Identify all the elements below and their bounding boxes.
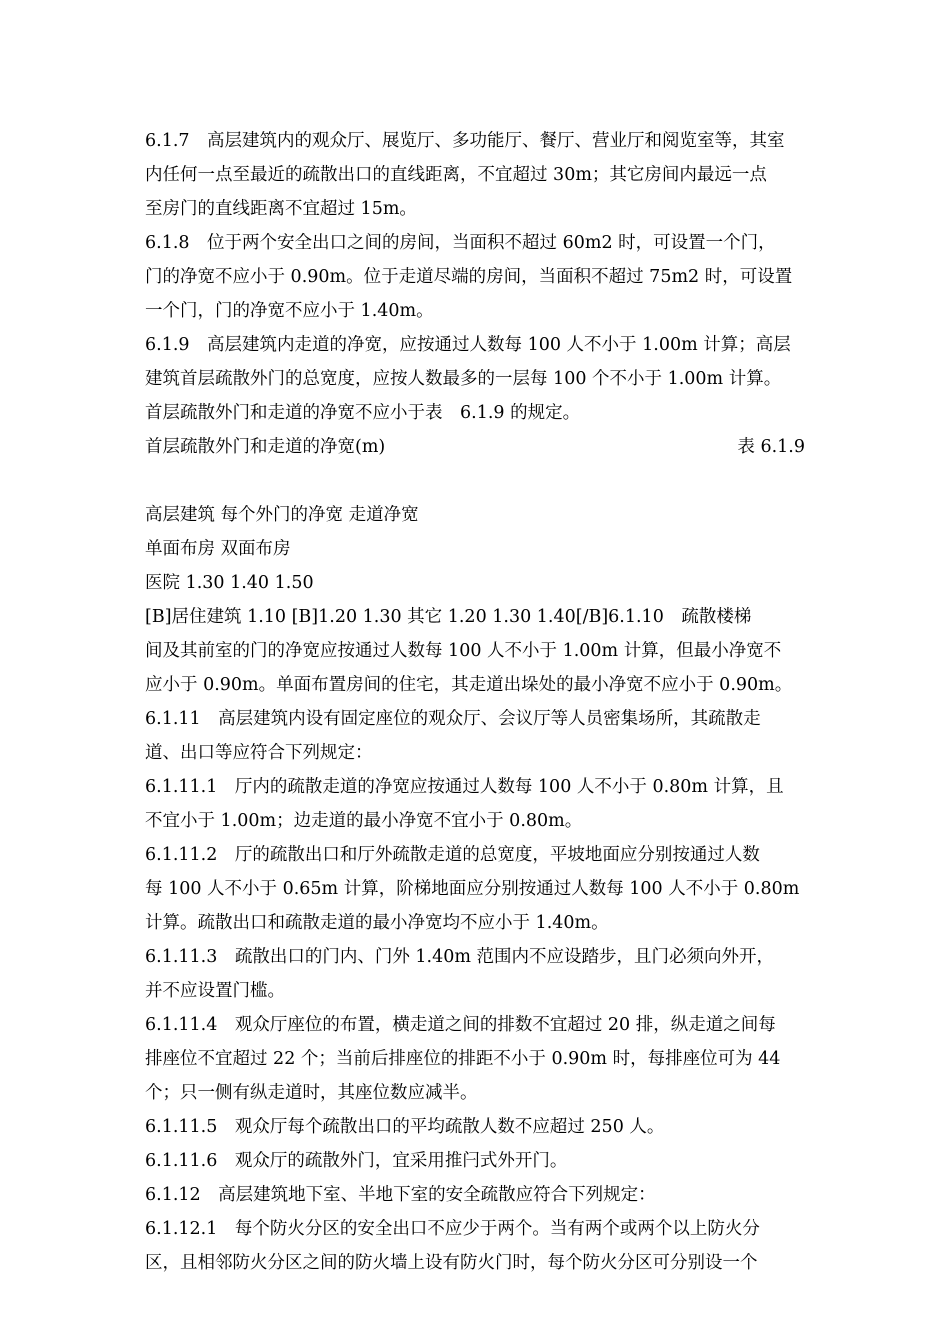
text-line: 高层建筑 每个外门的净宽 走道净宽: [145, 505, 419, 525]
text-block-bottom: [145, 498, 813, 1280]
text-line: 6.1.8 位于两个安全出口之间的房间，当面积不超过 60m2 时，可设置一个门，: [145, 233, 776, 253]
text-line: 排座位不宜超过 22 个；当前后排座位的排距不小于 0.90m 时，每排座位可为 44: [145, 1049, 781, 1069]
text-line: 至房门的直线距离不宜超过 15m。: [145, 199, 417, 219]
text-line: 道、出口等应符合下列规定：: [145, 743, 373, 763]
text-line: 内任何一点至最近的疏散出口的直线距离，不宜超过 30m；其它房间内最远一点: [145, 165, 767, 185]
text-line: 6.1.12.1 每个防火分区的安全出口不应少于两个。当有两个或两个以上防火分: [145, 1219, 760, 1239]
text-line: 区，且相邻防火分区之间的防火墙上设有防火门时，每个防火分区可分别设一个: [145, 1253, 758, 1273]
text-line: 6.1.11.5 观众厅每个疏散出口的平均疏散人数不应超过 250 人。: [145, 1117, 665, 1137]
text-line: 不宜小于 1.00m；边走道的最小净宽不宜小于 0.80m。: [145, 811, 583, 831]
table-caption-title: 首层疏散外门和走道的净宽(m): [145, 437, 386, 457]
text-line: 单面布房 双面布房: [145, 539, 291, 559]
spacer: [145, 464, 813, 498]
text-line: 医院 1.30 1.40 1.50: [145, 573, 314, 593]
text-line: 间及其前室的门的净宽应按通过人数每 100 人不小于 1.00m 计算，但最小净宽不: [145, 641, 782, 661]
text-line: 6.1.11.1 厅内的疏散走道的净宽应按通过人数每 100 人不小于 0.80m 计算，且: [145, 777, 784, 797]
document-page: [145, 124, 813, 1280]
text-line: 应小于 0.90m。单面布置房间的住宅，其走道出垛处的最小净宽不应小于 0.90m。: [145, 675, 793, 695]
text-line: 6.1.11 高层建筑内设有固定座位的观众厅、会议厅等人员密集场所，其疏散走: [145, 709, 761, 729]
text-line: 6.1.11.6 观众厅的疏散外门，宜采用推闩式外开门。: [145, 1151, 568, 1171]
text-line: 6.1.12 高层建筑地下室、半地下室的安全疏散应符合下列规定：: [145, 1185, 656, 1205]
text-line: 6.1.7 高层建筑内的观众厅、展览厅、多功能厅、餐厅、营业厅和阅览室等，其室: [145, 131, 785, 151]
text-line: 6.1.11.4 观众厅座位的布置，横走道之间的排数不宜超过 20 排，纵走道之间每: [145, 1015, 776, 1035]
text-line: 6.1.11.2 厅的疏散出口和厅外疏散走道的总宽度，平坡地面应分别按通过人数: [145, 845, 760, 865]
text-line: 个；只一侧有纵走道时，其座位数应减半。: [145, 1083, 478, 1103]
text-line: 计算。疏散出口和疏散走道的最小净宽均不应小于 1.40m。: [145, 913, 609, 933]
text-line: 首层疏散外门和走道的净宽不应小于表 6.1.9 的规定。: [145, 403, 581, 423]
text-line: 6.1.9 高层建筑内走道的净宽，应按通过人数每 100 人不小于 1.00m 计算；高层: [145, 335, 791, 355]
text-block-top: [145, 124, 813, 430]
text-line: [B]居住建筑 1.10 [B]1.20 1.30 其它 1.20 1.30 1.40[/B]6.1.10 疏散楼梯: [145, 607, 752, 627]
text-line: 门的净宽不应小于 0.90m。位于走道尽端的房间，当面积不超过 75m2 时，可设置: [145, 267, 793, 287]
text-line: 每 100 人不小于 0.65m 计算，阶梯地面应分别按通过人数每 100 人不小于 0.80m: [145, 879, 800, 899]
table-caption: [145, 430, 805, 464]
text-line: 一个门，门的净宽不应小于 1.40m。: [145, 301, 434, 321]
table-caption-number: 表 6.1.9: [737, 437, 805, 457]
text-line: 建筑首层疏散外门的总宽度，应按人数最多的一层每 100 个不小于 1.00m 计算。: [145, 369, 782, 389]
text-line: 6.1.11.3 疏散出口的门内、门外 1.40m 范围内不应设踏步，且门必须向外开，: [145, 947, 775, 967]
text-line: 并不应设置门槛。: [145, 981, 285, 1001]
